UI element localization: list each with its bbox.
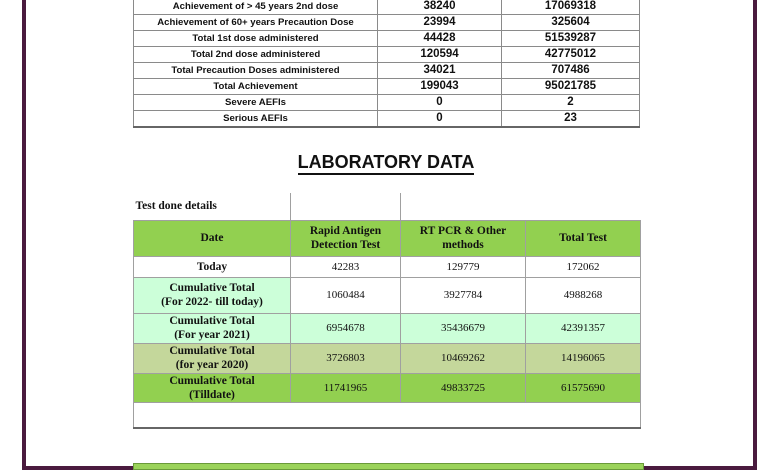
laboratory-table [133, 193, 641, 429]
table-row [134, 313, 641, 343]
today-value: 199043 [378, 79, 502, 95]
total-value: 51539287 [502, 31, 640, 47]
total-value: 17069318 [502, 0, 640, 15]
empty-cell [134, 402, 641, 428]
header-date: Date [134, 220, 291, 256]
row-label: Severe AEFIs [134, 95, 378, 111]
row-label-line2: (For 2022- till today) [161, 296, 263, 308]
rapid-value: 11741965 [291, 373, 401, 402]
table-caption-row [134, 193, 641, 220]
row-label-line2: (Tilldate) [189, 388, 235, 401]
total-value: 42775012 [502, 47, 640, 63]
rapid-value: 6954678 [291, 313, 401, 343]
total-value: 172062 [526, 256, 641, 277]
rtpcr-value: 129779 [401, 256, 526, 277]
table-row [134, 79, 640, 95]
table-row [134, 63, 640, 79]
vaccination-table [133, 0, 640, 128]
page-border-left [22, 0, 26, 470]
today-value: 34021 [378, 63, 502, 79]
row-label-line2: (For year 2021) [174, 329, 250, 341]
header-rtpcr: RT PCR & Other methods [401, 220, 526, 256]
page-border-right [753, 0, 757, 470]
rtpcr-value: 3927784 [401, 277, 526, 313]
next-section-bar [133, 463, 644, 470]
lab-title-text: LABORATORY DATA [298, 152, 475, 175]
total-value: 2 [502, 95, 640, 111]
rtpcr-value: 35436679 [401, 313, 526, 343]
table-row [134, 343, 641, 373]
today-value: 0 [378, 111, 502, 128]
table-row [134, 31, 640, 47]
row-label-line1: Cumulative Total [169, 374, 255, 387]
row-label [134, 343, 291, 373]
table-row [134, 373, 641, 402]
row-label [134, 373, 291, 402]
table-row [134, 111, 640, 128]
header-total: Total Test [526, 220, 641, 256]
table-row [134, 256, 641, 277]
rtpcr-value: 10469262 [401, 343, 526, 373]
table-row [134, 47, 640, 63]
row-label: Total 2nd dose administered [134, 47, 378, 63]
rapid-value: 1060484 [291, 277, 401, 313]
header-rapid: Rapid Antigen Detection Test [291, 220, 401, 256]
row-label-line1: Cumulative Total [169, 282, 255, 294]
row-label: Total Achievement [134, 79, 378, 95]
empty-cell [291, 193, 401, 220]
caption-cell: Test done details [134, 193, 291, 220]
row-label: Total Precaution Doses administered [134, 63, 378, 79]
today-value: 23994 [378, 15, 502, 31]
today-value: 44428 [378, 31, 502, 47]
table-footer-row [134, 402, 641, 428]
today-value: 120594 [378, 47, 502, 63]
total-value: 61575690 [526, 373, 641, 402]
empty-cell [401, 193, 641, 220]
row-label-line1: Cumulative Total [169, 315, 255, 327]
today-value: 0 [378, 95, 502, 111]
rapid-value: 42283 [291, 256, 401, 277]
row-label-line1: Cumulative Total [169, 345, 255, 357]
row-label: Achievement of 60+ years Precaution Dose [134, 15, 378, 31]
table-row [134, 95, 640, 111]
total-value: 4988268 [526, 277, 641, 313]
total-value: 707486 [502, 63, 640, 79]
rtpcr-value: 49833725 [401, 373, 526, 402]
row-label [134, 313, 291, 343]
today-value: 38240 [378, 0, 502, 15]
total-value: 95021785 [502, 79, 640, 95]
total-value: 23 [502, 111, 640, 128]
row-label: Total 1st dose administered [134, 31, 378, 47]
row-label: Achievement of > 45 years 2nd dose [134, 0, 378, 15]
row-label-line2: (for year 2020) [175, 359, 249, 371]
row-label: Today [134, 256, 291, 277]
header-row [134, 220, 641, 256]
row-label [134, 277, 291, 313]
total-value: 42391357 [526, 313, 641, 343]
row-label: Serious AEFIs [134, 111, 378, 128]
rapid-value: 3726803 [291, 343, 401, 373]
total-value: 14196065 [526, 343, 641, 373]
total-value: 325604 [502, 15, 640, 31]
section-title [0, 152, 772, 173]
table-row [134, 15, 640, 31]
table-row [134, 277, 641, 313]
table-row [134, 0, 640, 15]
